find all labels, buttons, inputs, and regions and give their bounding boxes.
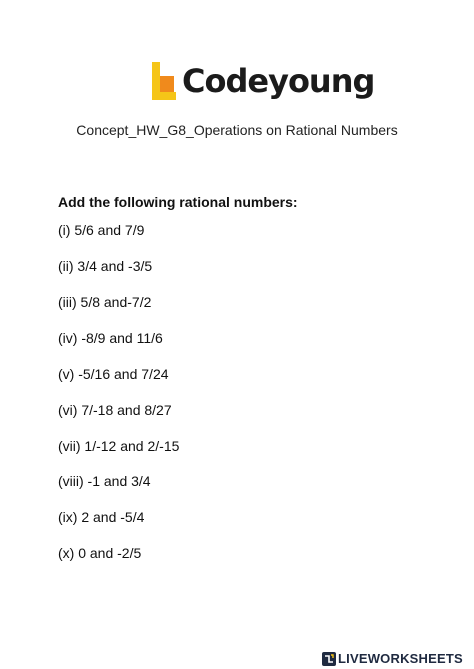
subtitle-prefix: Concept_HW_G8_ (76, 122, 194, 138)
question-item: (v) -5/16 and 7/24 (58, 366, 169, 382)
question-item: (x) 0 and -2/5 (58, 545, 142, 561)
question-item: (viii) -1 and 3/4 (58, 473, 151, 489)
liveworksheets-logo-icon (322, 652, 336, 666)
codeyoung-logo-icon (148, 60, 180, 108)
question-item: (iii) 5/8 and-7/2 (58, 294, 152, 310)
brand-logo (148, 60, 375, 110)
brand-name: Codeyoung (182, 62, 375, 100)
question-item: (iv) -8/9 and 11/6 (58, 330, 163, 346)
question-item: (i) 5/6 and 7/9 (58, 222, 145, 238)
question-item: (vi) 7/-18 and 8/27 (58, 402, 172, 418)
question-item: (ix) 2 and -5/4 (58, 509, 145, 525)
question-item: (ii) 3/4 and -3/5 (58, 258, 153, 274)
liveworksheets-watermark (322, 652, 462, 666)
page-subtitle (0, 122, 474, 138)
instruction-heading: Add the following rational numbers: (58, 194, 298, 210)
watermark-text: LIVEWORKSHEETS (338, 651, 463, 666)
question-item: (vii) 1/-12 and 2/-15 (58, 438, 180, 454)
subtitle-topic: Operations on Rational Numbers (193, 122, 398, 138)
